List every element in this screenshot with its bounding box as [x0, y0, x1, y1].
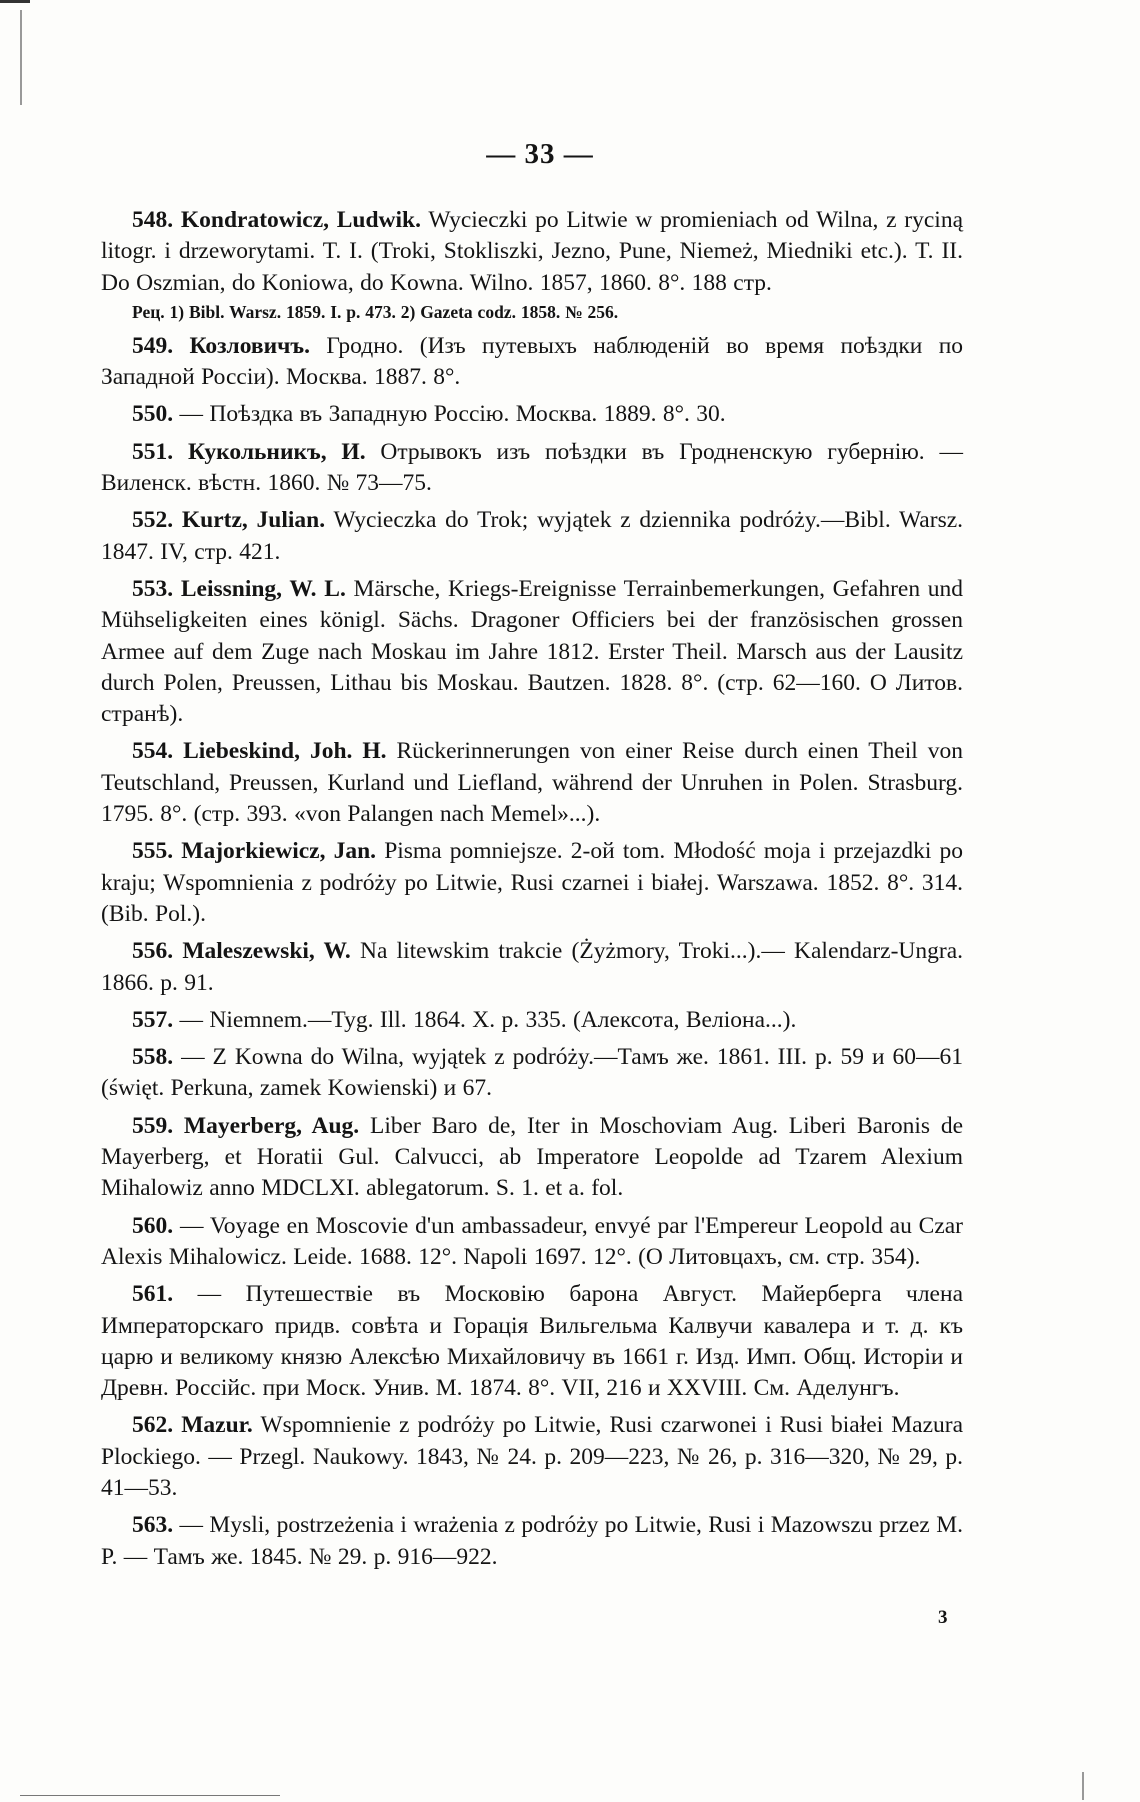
- entry-text: — Voyage en Moscovie d'un ambassadeur, envyé par l'Empereur Leopold au Czar Alexis Mihalowicz. Leide. 1688. 12°. Napoli 1697. 12°. (О Литовцахъ, см. стр. 354).: [101, 1212, 964, 1270]
- entry-number: 549.: [132, 332, 174, 359]
- entry-text: — Niemnem.—Tyg. Ill. 1864. X. p. 335. (Алексота, Веліона...).: [179, 1006, 797, 1033]
- entry-author: Mazur.: [181, 1412, 253, 1439]
- printer-signature: 3: [938, 1607, 948, 1628]
- entry-text: Pisma pomniejsze. 2-ой tom. Młodość moja i przejazdki po kraju; Wspomnienia z podróży po Litwie, Rusi czarnei i białej. Warszawa. 1852. 8°. 314. (Bib. Pol.).: [101, 838, 964, 927]
- bibliography-list: [101, 205, 963, 1579]
- entry-number: 562.: [132, 1412, 174, 1439]
- bibliography-entry: [101, 399, 963, 430]
- scan-edge-mark: [1082, 1772, 1084, 1800]
- entry-text: Rückerinnerungen von einer Reise durch einen Theil von Teutschland, Preussen, Kurland und Liefland, während der Unruhen in Polen. Strasburg. 1795. 8°. (стр. 393. «von Palangen nach Memel»...).: [101, 738, 964, 828]
- bibliography-entry: [101, 1005, 963, 1036]
- entry-review: Рец. 1) Bibl. Warsz. 1859. I. p. 473. 2) Gazeta codz. 1858. № 256.: [132, 301, 619, 322]
- bibliography-entry: [101, 205, 963, 325]
- bibliography-entry: [101, 736, 963, 830]
- entry-text: — Mysli, postrzeżenia i wrażenia z podróży po Litwie, Rusi i Mazowszu przez M. P. — Тамъ же. 1845. № 29. p. 916—922.: [101, 1512, 963, 1570]
- page-number: — 33 —: [486, 138, 594, 170]
- entry-number: 563.: [132, 1512, 174, 1539]
- entry-author: Maleszewski, W.: [182, 938, 351, 965]
- bibliography-entry: [101, 331, 963, 394]
- entry-text: — Z Kowna do Wilna, wyjątek z podróży.—Тамъ же. 1861. III. p. 59 и 60—61 (święt. Perkuna, zamek Kowienski) и 67.: [101, 1044, 964, 1102]
- entry-text: Märsche, Kriegs-Ereignisse Terrainbemerkungen, Gefahren und Mühseligkeiten eines königl. Sächs. Dragoner Officiers bei der französischen grossen Armee auf dem Zuge nach Moskau im Jahre 1812. Erster Theil. Marsch aus der Lausitz durch Polen, Preussen, Lithau bis Moskau. Bautzen. 1828. 8°. (стр. 62—160. О Литов. странѣ).: [101, 575, 964, 728]
- entry-number: 558.: [132, 1044, 174, 1071]
- entry-number: 548.: [132, 207, 174, 233]
- bibliography-entry: [101, 437, 963, 500]
- bibliography-entry: [101, 1211, 963, 1274]
- entry-number: 560.: [132, 1212, 174, 1239]
- entry-text: Гродно. (Изъ путевыхъ наблюденій во время поѣздки по Западной Россіи). Москва. 1887. 8°.: [101, 332, 964, 391]
- entry-author: Kondratowicz, Ludwik.: [180, 207, 422, 233]
- entry-author: Liebeskind, Joh. H.: [183, 738, 387, 765]
- scan-edge-mark: [0, 0, 30, 3]
- entry-text: Wycieczka do Trok; wyjątek z dziennika podróży.—Bibl. Warsz. 1847. IV, стр. 421.: [101, 507, 964, 565]
- entry-author: Mayerberg, Aug.: [183, 1112, 360, 1139]
- scan-edge-mark: [20, 10, 22, 105]
- entry-number: 556.: [132, 938, 174, 965]
- entry-text: — Путешествіе въ Московію барона Август. Майерберга члена Императорскаго придв. совѣта и Горація Вильгельма Калвучи кавалера и т. д. къ царю и великому князю Алексѣю Михайловичу въ 1661 г. Изд. Имп. Общ. Исторіи и Древн. Россійс. при Моск. Унив. М. 1874. 8°. VII, 216 и XXVIII. См. Аделунгъ.: [101, 1281, 963, 1402]
- entry-text: Na litewskim trakcie (Żyżmory, Troki...).— Kalendarz-Ungra. 1866. p. 91.: [101, 938, 963, 996]
- bibliography-entry: [101, 1410, 963, 1504]
- bibliography-entry: [101, 1279, 963, 1404]
- entry-number: 557.: [132, 1006, 174, 1033]
- entry-number: 550.: [132, 401, 174, 428]
- bibliography-entry: [101, 574, 963, 730]
- entry-text: — Поѣздка въ Западную Россію. Москва. 1889. 8°. 30.: [179, 401, 726, 428]
- entry-number: 555.: [132, 838, 174, 865]
- entry-text: Wspomnienie z podróży po Litwie, Rusi czarwonei i Rusi białei Mazura Plockiego. — Przegl. Naukowy. 1843, № 24. p. 209—223, № 26, p. 316—320, № 29, p. 41—53.: [101, 1412, 964, 1501]
- entry-author: Majorkiewicz, Jan.: [181, 838, 377, 865]
- entry-text: Wycieczki po Litwie w promieniach od Wilna, z ryciną litogr. i drzeworytami. T. I. (Troki, Stokliszki, Jezno, Pune, Niemeż, Miedniki etc.). T. II. Do Oszmian, do Koniowa, do Kowna. Wilno. 1857, 1860. 8°. 188 стр.: [101, 207, 964, 296]
- bibliography-entry: [101, 836, 963, 930]
- entry-author: Kurtz, Julian.: [181, 507, 326, 534]
- scan-edge-mark: [20, 1795, 280, 1796]
- entry-text: Liber Baro de, Iter in Moschoviam Aug. Liberi Baronis de Mayerberg, et Horatii Gul. Calvucci, ab Imperatore Leopolde ad Tzarem Alexium Mihalowiz anno MDCLXI. ablegatorum. S. 1. et a. fol.: [101, 1112, 964, 1202]
- entry-number: 554.: [132, 738, 174, 765]
- entry-number: 553.: [132, 575, 174, 602]
- entry-number: 561.: [132, 1281, 174, 1308]
- bibliography-entry: [101, 1042, 963, 1105]
- entry-number: 551.: [132, 438, 174, 465]
- entry-text: Отрывокъ изъ поѣздки въ Гродненскую губернію. — Виленск. вѣстн. 1860. № 73—75.: [101, 438, 963, 497]
- bibliography-entry: [101, 505, 963, 568]
- entry-number: 552.: [132, 507, 174, 534]
- bibliography-entry: [101, 1510, 963, 1573]
- entry-author: Кукольникъ, И.: [187, 438, 366, 465]
- entry-author: Козловичъ.: [189, 332, 310, 359]
- bibliography-entry: [101, 1111, 963, 1205]
- entry-author: Leissning, W. L.: [180, 575, 346, 602]
- entry-number: 559.: [132, 1112, 174, 1139]
- bibliography-entry: [101, 936, 963, 999]
